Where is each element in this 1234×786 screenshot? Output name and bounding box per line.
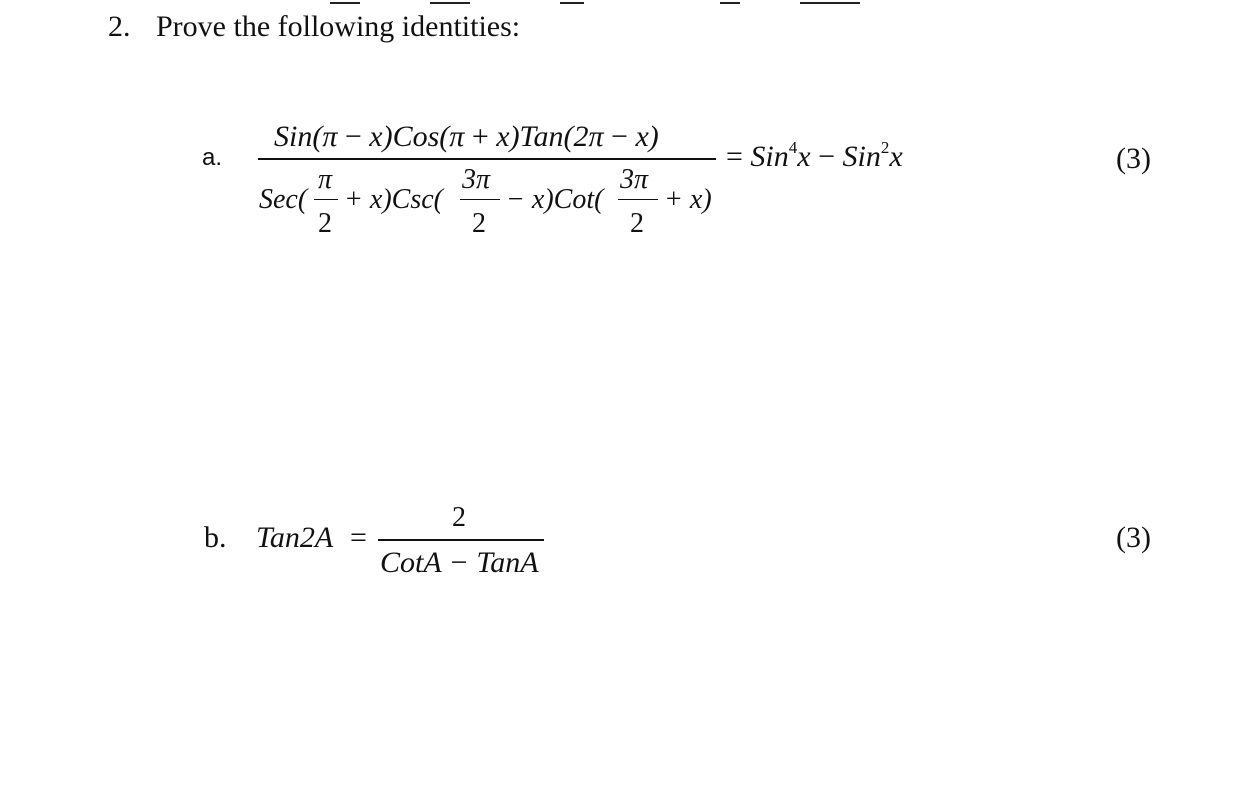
part-b-denominator: CotA − TanA [380, 546, 539, 579]
pi-symbol: π [322, 120, 338, 153]
rhs-power-4: 4 [788, 138, 798, 157]
minus-sign: − [603, 120, 636, 153]
denom-frac3-numerator: 3π [620, 164, 649, 195]
var-x: x [369, 120, 383, 153]
pi-symbol: π [449, 120, 465, 153]
denom-frac1-bar [314, 199, 338, 200]
part-b-marks: (3) [1116, 521, 1151, 554]
num-term-cos: )Cos( [382, 120, 450, 153]
rhs-sin: Sin [842, 140, 881, 173]
num-term-tan: )Tan(2 [509, 120, 589, 153]
part-b-fraction-bar [378, 539, 544, 541]
part-b-lhs: Tan2A [256, 521, 334, 554]
denom-frac2-bar [460, 199, 500, 200]
pi-symbol: π [588, 120, 604, 153]
rhs-var-x: x [889, 140, 903, 173]
question-number: 2. [108, 10, 131, 43]
denom-frac3-bar [618, 199, 658, 200]
var-x: x [496, 120, 510, 153]
rhs-minus: − [818, 140, 836, 173]
denom-frac2-numerator: 3π [462, 164, 491, 195]
part-a-numerator [274, 122, 659, 152]
rhs-sin: Sin [750, 140, 789, 173]
question-title: Prove the following identities: [156, 10, 521, 43]
denom-csc: + x)Csc( [344, 184, 443, 215]
denom-frac2-denominator: 2 [472, 208, 486, 239]
part-a-rhs [726, 138, 903, 173]
denom-tail: + x) [664, 184, 712, 215]
var-x: x [635, 120, 649, 153]
denom-cot: − x)Cot( [506, 184, 604, 215]
rhs-var-x: x [797, 140, 811, 173]
part-a-label: a. [202, 144, 223, 171]
part-b-numerator: 2 [452, 502, 466, 533]
minus-sign: − [337, 120, 370, 153]
denom-sec: Sec( [259, 184, 308, 215]
denom-frac1-numerator: π [318, 164, 333, 195]
part-b-label: b. [204, 521, 227, 554]
part-b-equals: = [350, 521, 367, 554]
denom-frac3-denominator: 2 [630, 208, 644, 239]
close-paren: ) [648, 120, 659, 153]
num-term-sin: Sin( [274, 120, 323, 153]
cropped-previous-line [0, 0, 1234, 6]
equals-sign: = [726, 140, 743, 173]
part-a-main-fraction-bar [258, 158, 716, 160]
rhs-power-2: 2 [880, 138, 890, 157]
plus-sign: + [464, 120, 497, 153]
part-a-marks: (3) [1116, 142, 1151, 175]
denom-frac1-denominator: 2 [318, 208, 332, 239]
